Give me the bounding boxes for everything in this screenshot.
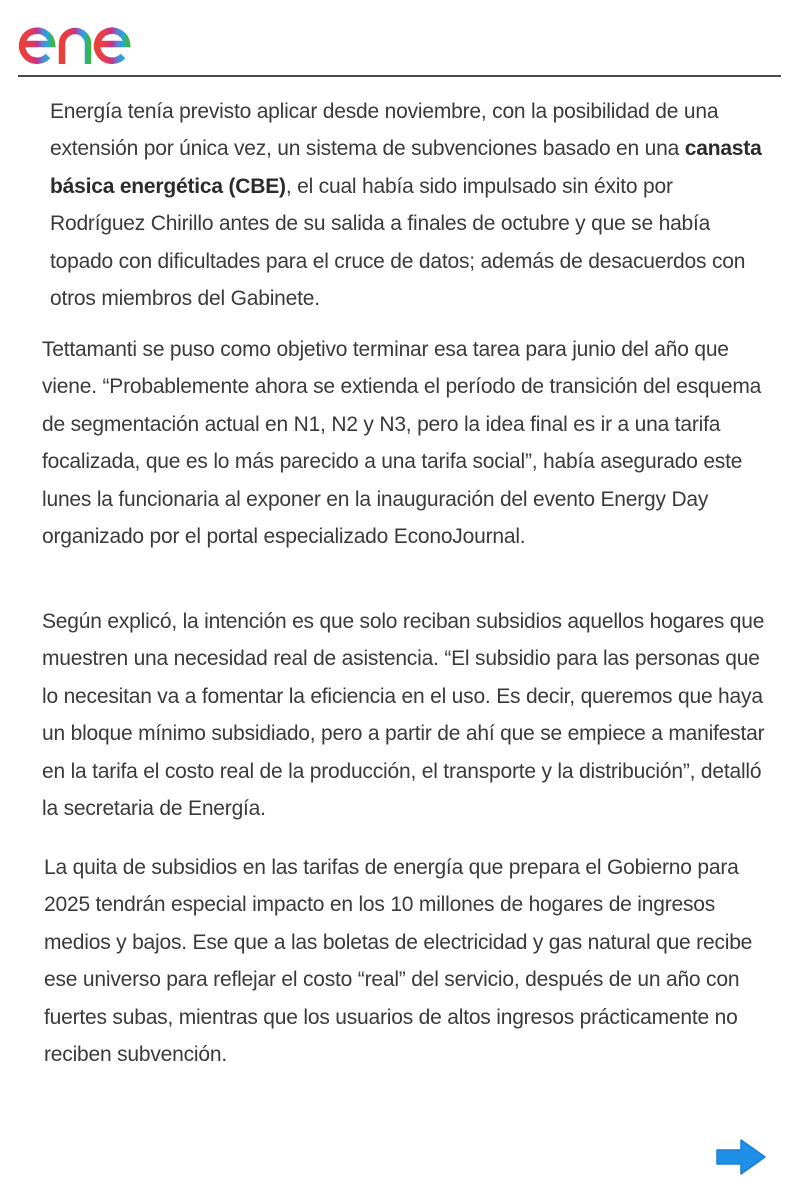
paragraph-text: , el cual había sido impulsado sin éxito por Rodríguez Chirillo antes de su salida a finales de octubre y que se había topado con dificultades para el cruce de datos; además de desacuerdos con otros miembros del Gabinete. — [50, 174, 746, 311]
page-header — [18, 0, 781, 77]
next-page-button[interactable] — [713, 1137, 769, 1177]
arrow-right-icon — [713, 1137, 769, 1177]
article-paragraph-1 — [50, 93, 765, 317]
article-paragraph-4: La quita de subsidios en las tarifas de energía que prepara el Gobierno para 2025 tendrán especial impacto en los 10 millones de hogares de ingresos medios y bajos. Ese que a las boletas de electricidad y gas natural que recibe ese universo para reflejar el costo “real” del servicio, después de un año con fuertes subas, mientras que los usuarios de altos ingresos prácticamente no reciben subvención. — [44, 856, 753, 1067]
cbe-highlight: canasta básica energética (CBE) — [50, 137, 762, 198]
article-paragraph-3: Según explicó, la intención es que solo reciban subsidios aquellos hogares que muestren una necesidad real de asistencia. “El subsidio para las personas que lo necesitan va a fomentar la eficiencia en el uso. Es decir, queremos que haya un bloque mínimo subsidiado, pero a partir de ahí que se empiece a manifestar en la tarifa el costo real de la producción, el transporte y la distribución”, detalló la secretaria de Energía. — [42, 610, 765, 821]
article-paragraph-2: Tettamanti se puso como objetivo terminar esa tarea para junio del año que viene. “Probablemente ahora se extienda el período de transición del esquema de segmentación actual en N1, N2 y N3, pero la idea final es ir a una tarifa focalizada, que es lo más parecido a una tarifa social”, había asegurado este lunes la funcionaria al exponer en la inauguración del evento Energy Day organizado por el portal especializado EconoJournal. — [42, 338, 762, 549]
enel-logo[interactable] — [18, 6, 170, 66]
paragraph-text: Energía tenía previsto aplicar desde noviembre, con la posibilidad de una extensión por única vez, un sistema de subvenciones basado en una — [50, 100, 719, 161]
